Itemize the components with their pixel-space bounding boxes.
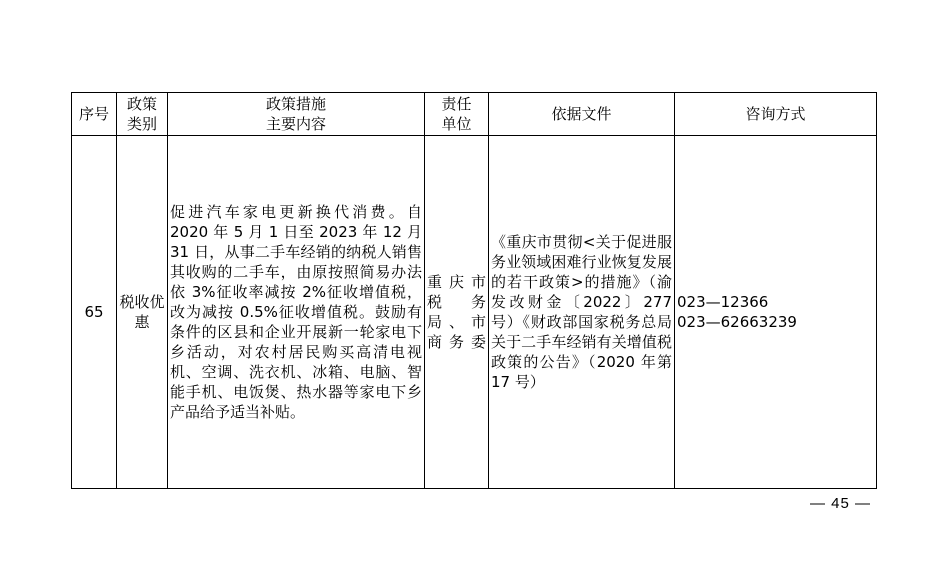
table-row — [72, 136, 877, 489]
header-row — [72, 93, 877, 136]
cell-contact — [675, 136, 877, 489]
header-measures-line-2: 主要内容 — [265, 115, 326, 133]
page-number: — 45 — — [809, 495, 871, 512]
cell-seq: 65 — [72, 136, 117, 489]
header-basis: 依据文件 — [489, 93, 675, 136]
cell-unit: 重庆市税务局、市商务委 — [425, 136, 489, 489]
header-category-line-2: 类别 — [126, 115, 157, 133]
header-seq: 序号 — [72, 93, 117, 136]
header-category — [117, 93, 168, 136]
header-unit-line-2: 单位 — [441, 115, 472, 133]
cell-measures: 促进汽车家电更新换代消费。自 2020 年 5 月 1 日至 2023 年 12 月 31 日，从事二手车经销的纳税人销售其收购的二手车，由原按照简易办法依 3%征收率减按 2%征收增值税，改为减按 0.5%征收增值税。鼓励有条件的区县和企业开展新一轮家电下乡活动，对农村居民购买高清电视机、空调、洗衣机、冰箱、电脑、智能手机、电饭煲、热水器等家电下乡产品给予适当补贴。 — [168, 136, 425, 489]
policy-table — [71, 92, 877, 489]
contact-phone-2: 023—62663239 — [677, 313, 797, 331]
cell-basis: 《重庆市贯彻<关于促进服务业领域困难行业恢复发展的若干政策>的措施》（渝发改财金〔2022〕277 号）《财政部国家税务总局关于二手车经销有关增值税政策的公告》（2020 年第 17 号） — [489, 136, 675, 489]
header-measures — [168, 93, 425, 136]
header-unit — [425, 93, 489, 136]
contact-phone-1: 023—12366 — [677, 293, 769, 311]
header-category-line-1: 政策 — [126, 95, 157, 113]
header-measures-line-1: 政策措施 — [265, 95, 326, 113]
header-contact: 咨询方式 — [675, 93, 877, 136]
header-unit-line-1: 责任 — [441, 95, 472, 113]
cell-category: 税收优惠 — [117, 136, 168, 489]
